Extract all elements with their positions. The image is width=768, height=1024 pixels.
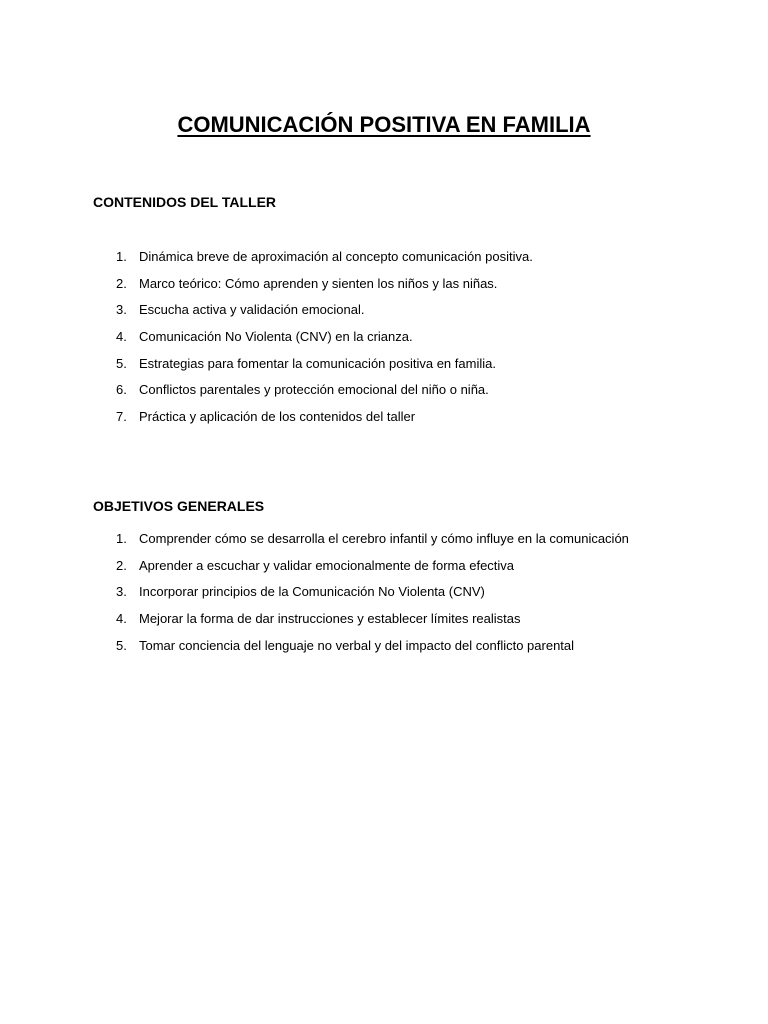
page-title: COMUNICACIÓN POSITIVA EN FAMILIA (177, 112, 591, 137)
list-item (93, 611, 733, 638)
item-number: 4. (116, 329, 127, 345)
item-text: Aprender a escuchar y validar emocionalmente de forma efectiva (139, 557, 515, 573)
item-text: Mejorar la forma de dar instrucciones y establecer límites realistas (139, 611, 521, 627)
item-number: 6. (116, 382, 127, 398)
item-text: Tomar conciencia del lenguaje no verbal y del impacto del conflicto parental (139, 637, 575, 653)
objetivos-list (93, 531, 733, 664)
item-text: Marco teórico: Cómo aprenden y sienten los niños y las niñas. (139, 275, 498, 291)
item-number: 3. (116, 302, 127, 318)
item-text: Escucha activa y validación emocional. (139, 302, 365, 318)
item-number: 4. (116, 611, 127, 627)
item-text: Comprender cómo se desarrolla el cerebro infantil y cómo influye en la comunicación (139, 531, 629, 546)
list-item (93, 382, 733, 409)
item-number: 5. (116, 637, 127, 653)
item-number: 2. (116, 275, 127, 291)
list-item (93, 409, 733, 436)
item-text: Incorporar principios de la Comunicación No Violenta (CNV) (139, 584, 485, 600)
item-text: Dinámica breve de aproximación al concepto comunicación positiva. (139, 249, 533, 264)
list-item (93, 329, 733, 356)
contenidos-heading: CONTENIDOS DEL TALLER (93, 194, 277, 210)
contenidos-list (93, 249, 733, 436)
item-number: 1. (116, 531, 127, 546)
item-number: 3. (116, 584, 127, 600)
item-number: 2. (116, 557, 127, 573)
item-text: Comunicación No Violenta (CNV) en la crianza. (139, 329, 413, 345)
item-text: Conflictos parentales y protección emocional del niño o niña. (139, 382, 489, 398)
list-item (93, 249, 733, 276)
list-item (93, 584, 733, 611)
list-item (93, 638, 733, 665)
list-item (93, 558, 733, 585)
item-text: Práctica y aplicación de los contenidos del taller (139, 409, 416, 425)
list-item (93, 356, 733, 383)
item-number: 5. (116, 355, 127, 371)
objetivos-heading: OBJETIVOS GENERALES (93, 498, 265, 514)
item-number: 1. (116, 249, 127, 264)
list-item (93, 531, 733, 558)
list-item (93, 276, 733, 303)
item-number: 7. (116, 409, 127, 425)
item-text: Estrategias para fomentar la comunicación positiva en familia. (139, 355, 496, 371)
list-item (93, 302, 733, 329)
